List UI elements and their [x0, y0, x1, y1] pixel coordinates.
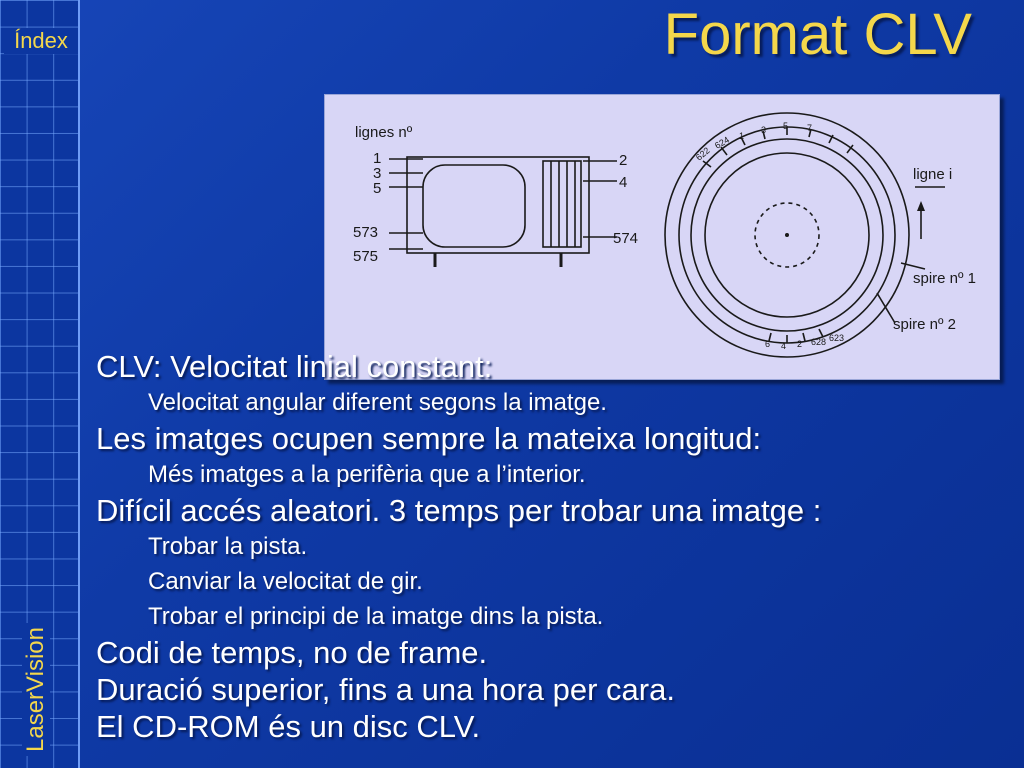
bullet-3: Difícil accés aleatori. 3 temps per trobar una imatge :: [96, 493, 822, 528]
tv-screen: [423, 165, 525, 247]
disc-number: 623: [829, 333, 845, 343]
disc-number: 5: [783, 121, 789, 131]
index-link[interactable]: Índex: [4, 28, 78, 54]
sub-bullet-3-3: Trobar el principi de la imatge dins la pista.: [148, 603, 604, 630]
left-number: 5: [373, 180, 382, 197]
right-number: 574: [613, 230, 639, 247]
tv-body: [407, 157, 589, 253]
lines-label: lignes nº: [355, 124, 413, 141]
bullet-list: [96, 348, 1006, 745]
sub-bullet-2-1: Més imatges a la perifèria que a l’interior.: [148, 461, 586, 488]
bullet-1: CLV: Velocitat linial constant:: [96, 349, 493, 384]
sub-bullet-3-2: Canviar la velocitat de gir.: [148, 568, 423, 595]
bullet-2: Les imatges ocupen sempre la mateixa longitud:: [96, 421, 762, 456]
disc-number: 622: [693, 145, 712, 163]
bullet-5: Duració superior, fins a una hora per cara.: [96, 672, 675, 707]
right-number: 4: [619, 174, 628, 191]
left-number: 573: [353, 224, 379, 241]
sub-bullet-3-1: Trobar la pista.: [148, 533, 308, 560]
right-number: 2: [619, 152, 628, 169]
left-number: 1: [373, 150, 382, 167]
disc-number: 2: [797, 339, 803, 349]
disc-number: 6: [765, 339, 771, 349]
bullet-6: El CD-ROM és un disc CLV.: [96, 709, 481, 744]
disc-number: 7: [807, 123, 813, 133]
left-number: 575: [353, 248, 379, 265]
section-label: LaserVision: [22, 623, 50, 756]
sub-bullet-1-1: Velocitat angular diferent segons la imatge.: [148, 389, 607, 416]
disc-number: 624: [713, 134, 732, 151]
left-number: 3: [373, 165, 382, 182]
disc-number: 628: [811, 337, 827, 347]
disc-number: 3: [761, 125, 767, 135]
bullet-4: Codi de temps, no de frame.: [96, 635, 488, 670]
line-i-label: ligne i: [913, 166, 953, 183]
spire1-label: spire nº 1: [913, 270, 977, 287]
disc-ticks: [703, 127, 853, 343]
disc-number: 1: [739, 131, 745, 141]
slide-title: Format CLV: [663, 2, 972, 67]
diagram-svg: [325, 95, 999, 379]
disc-number: 4: [781, 341, 787, 351]
spire2-label: spire nº 2: [893, 316, 957, 333]
clv-diagram: [324, 94, 1000, 380]
